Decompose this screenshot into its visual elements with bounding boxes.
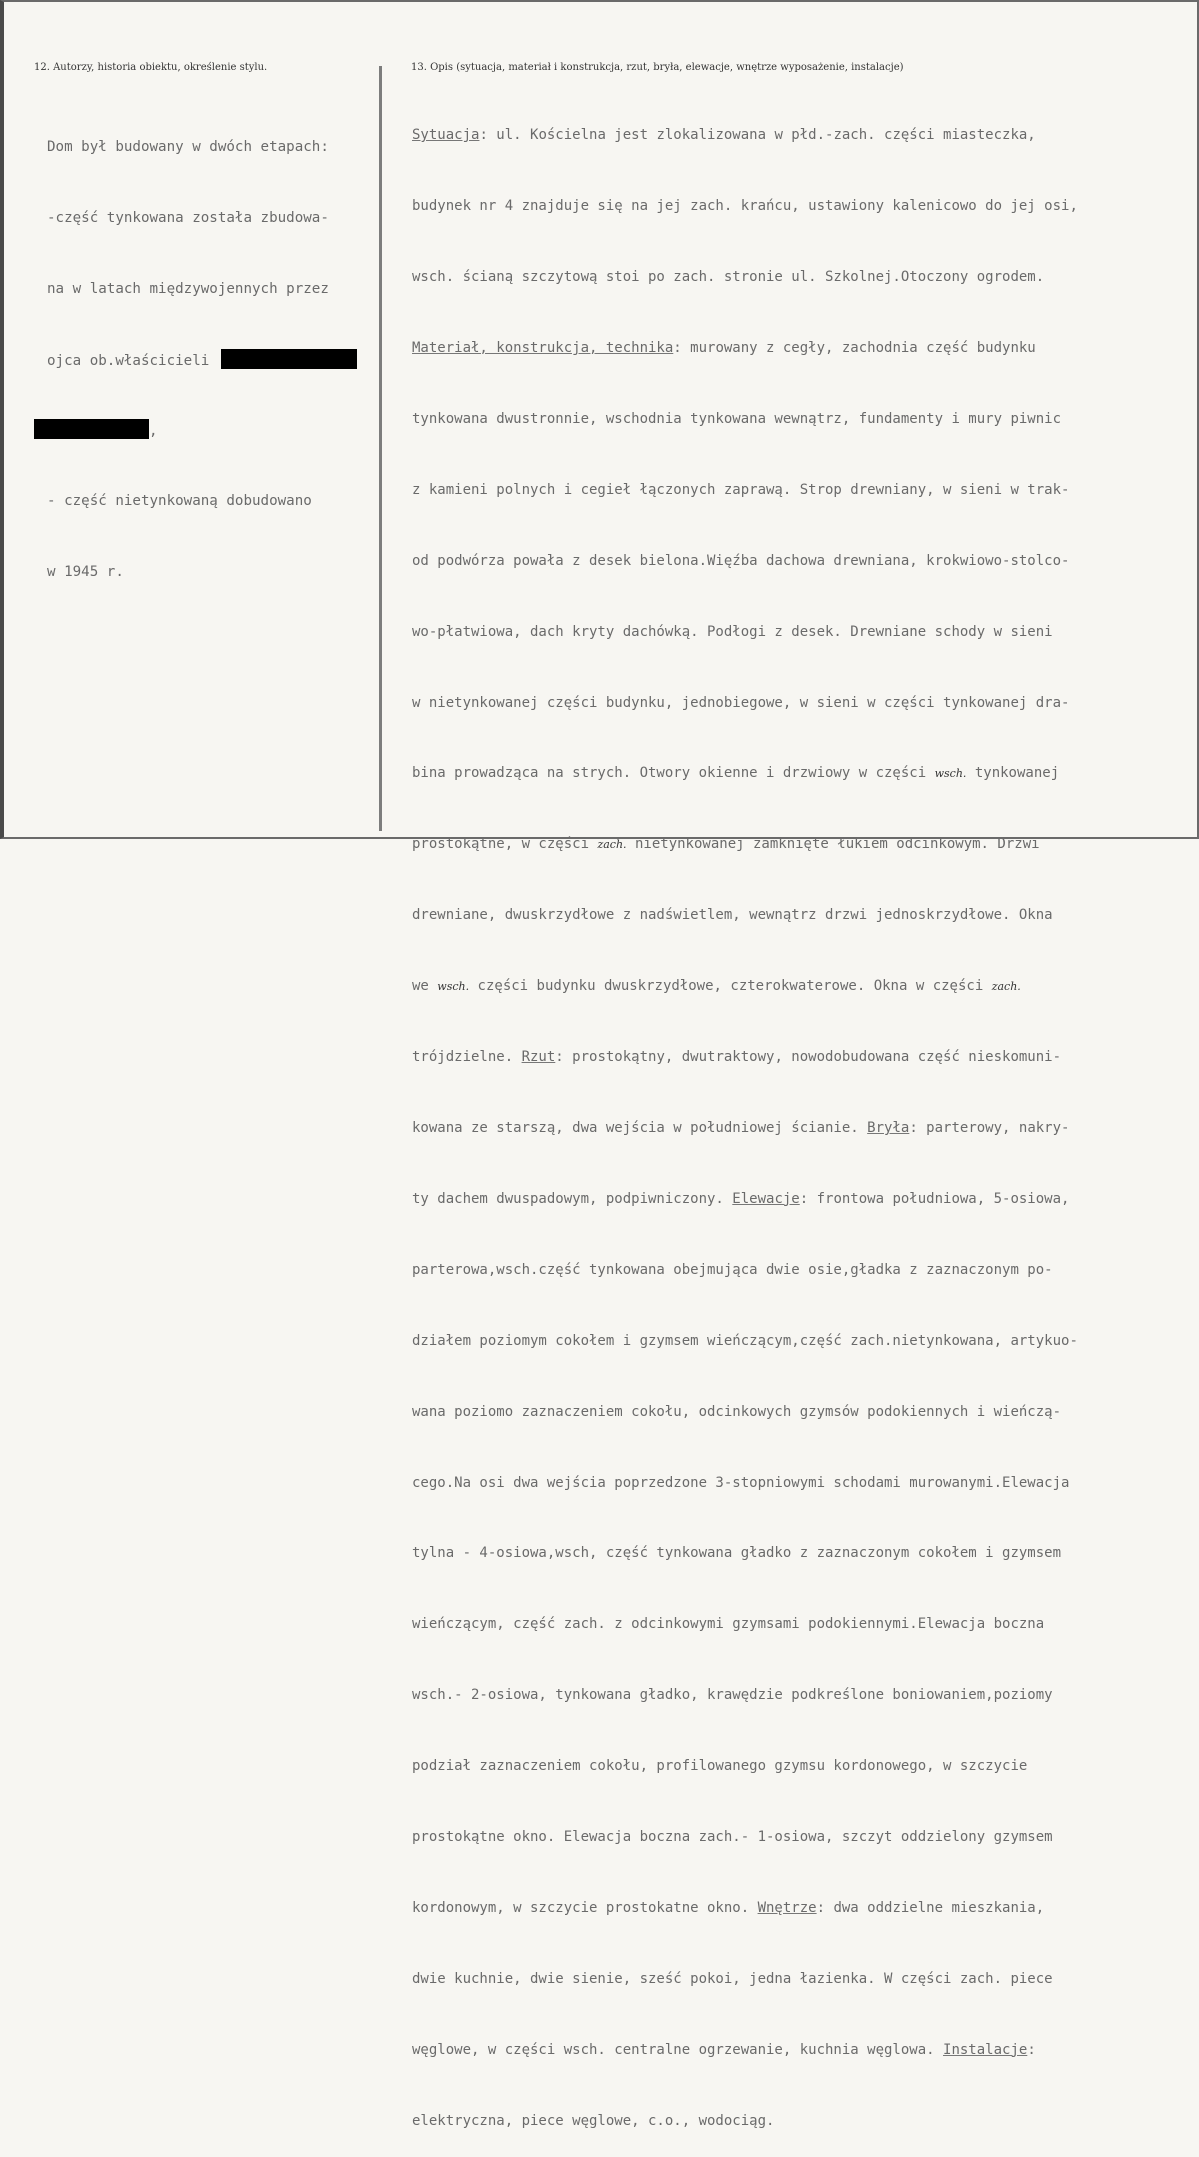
text-line-part: bina prowadząca na strych. Otwory okienne i drzwiowy w części — [412, 765, 935, 782]
label-material: Materiał, konstrukcja, technika — [412, 340, 674, 357]
text-line — [412, 2039, 1078, 2063]
text-line-part: : ul. Kościelna jest zlokalizowana w płd.-zach. części miasteczka, — [479, 127, 1036, 144]
text-line: tylna - 4-osiowa,wsch, część tynkowana gładko z zaznaczonym cokołem i gzymsem — [412, 1545, 1062, 1562]
text-line-part: tynkowanej — [966, 765, 1060, 782]
text-line — [412, 1188, 1078, 1212]
text-line: -część tynkowana została zbudowa- — [47, 209, 329, 226]
text-line: wana poziomo zaznaczeniem cokołu, odcinkowych gzymsów podokiennych i wieńczą- — [412, 1403, 1062, 1420]
text-line — [412, 1897, 1078, 1921]
handwritten-correction: wsch. — [934, 767, 967, 781]
text-line: wieńczącym, część zach. z odcinkowymi gzymsami podokiennymi.Elewacja boczna — [412, 1616, 1045, 1633]
text-line — [47, 419, 357, 443]
text-line — [412, 833, 1078, 857]
text-line: prostokątne okno. Elewacja boczna zach.- 1-osiowa, szczyt oddzielony gzymsem — [412, 1829, 1053, 1846]
text-line-part: nietynkowanej zamknięte łukiem odcinkowym. Drzwi — [626, 836, 1040, 853]
text-line: cego.Na osi dwa wejścia poprzedzone 3-stopniowymi schodami murowanymi.Elewacja — [412, 1474, 1070, 1491]
text-line-part: : prostokątny, dwutraktowy, nowodobudowana część nieskomuni- — [555, 1049, 1062, 1066]
text-line: na w latach międzywojennych przez — [47, 280, 329, 297]
text-line — [412, 762, 1078, 786]
text-line — [412, 337, 1078, 361]
handwritten-correction: zach. — [597, 838, 627, 852]
label-rzut: Rzut — [521, 1049, 556, 1066]
text-line: wo-płatwiowa, dach kryty dachówką. Podłogi z desek. Drewniane schody w sieni — [412, 623, 1053, 640]
label-wnetrze: Wnętrze — [757, 1899, 817, 1916]
text-line: parterowa,wsch.część tynkowana obejmująca dwie osie,gładka z zaznaczonym po- — [412, 1261, 1053, 1278]
text-line — [412, 1046, 1078, 1070]
handwritten-correction: wsch. — [437, 980, 470, 994]
text-line: działem poziomym cokołem i gzymsem wieńczącym,część zach.nietynkowana, artykuo- — [412, 1332, 1078, 1349]
text-line: od podwórza powała z desek bielona.Więźba dachowa drewniana, krokwiowo-stolco- — [412, 552, 1070, 569]
text-line: w nietynkowanej części budynku, jednobiegowe, w sieni w części tynkowanej dra- — [412, 694, 1070, 711]
text-line: Dom był budowany w dwóch etapach: — [47, 139, 329, 156]
text-line: drewniane, dwuskrzydłowe z nadświetlem, wewnątrz drzwi jednoskrzydłowe. Okna — [412, 907, 1053, 924]
text-line-part: kordonowym, w szczycie prostokatne okno. — [412, 1899, 758, 1916]
section-13-text — [412, 77, 1078, 2157]
text-line — [412, 124, 1078, 148]
redaction-bar — [34, 419, 149, 439]
text-line: dwie kuchnie, dwie sienie, sześć pokoi, jedna łazienka. W części zach. piece — [412, 1970, 1053, 1987]
section-13-header: 13. Opis (sytuacja, materiał i konstrukcja, rzut, bryła, elewacje, wnętrze wyposażenie, instalacje) — [411, 62, 904, 73]
text-line: podział zaznaczeniem cokołu, profilowanego gzymsu kordonowego, w szczycie — [412, 1758, 1028, 1775]
text-line — [47, 349, 357, 373]
text-line-part: : parterowy, nakry- — [909, 1120, 1070, 1136]
label-instalacje: Instalacje — [943, 2041, 1028, 2058]
text-line-part: , — [149, 423, 158, 440]
text-line-part: : murowany z cegły, zachodnia część budynku — [673, 340, 1036, 357]
label-bryla: Bryła — [867, 1120, 910, 1136]
text-line: wsch.- 2-osiowa, tynkowana gładko, krawędzie podkreślone boniowaniem,poziomy — [412, 1687, 1053, 1704]
label-elewacje: Elewacje — [732, 1190, 800, 1207]
text-line-part: : frontowa południowa, 5-osiowa, — [799, 1190, 1070, 1207]
text-line: elektryczna, piece węglowe, c.o., wodociąg. — [412, 2112, 775, 2129]
text-line — [412, 975, 1078, 999]
text-line: - część nietynkowaną dobudowano — [47, 493, 312, 510]
text-line-part: trójdzielne. — [412, 1049, 522, 1066]
text-line-part: ojca ob.właścicieli — [47, 352, 210, 369]
text-line-part: węglowe, w części wsch. centralne ogrzewanie, kuchnia węglowa. — [412, 2041, 944, 2058]
text-line-part: kowana ze starszą, dwa wejścia w południowej ścianie. — [412, 1120, 868, 1136]
text-line-part: : — [1027, 2041, 1036, 2058]
text-line-part: prostokątne, w części — [412, 836, 598, 853]
section-12-text — [47, 89, 357, 608]
handwritten-correction: zach. — [991, 980, 1021, 994]
section-12-header: 12. Autorzy, historia obiektu, określenie stylu. — [34, 62, 268, 73]
text-line — [412, 1117, 1078, 1141]
redaction-bar — [221, 349, 357, 369]
text-line: tynkowana dwustronnie, wschodnia tynkowana wewnątrz, fundamenty i mury piwnic — [412, 410, 1062, 427]
column-divider — [379, 66, 382, 831]
text-line-part: ty dachem dwuspadowym, podpiwniczony. — [412, 1190, 733, 1207]
text-line-part: we — [412, 978, 438, 995]
text-line-part: części budynku dwuskrzydłowe, czterokwaterowe. Okna w części — [469, 978, 992, 995]
text-line: budynek nr 4 znajduje się na jej zach. krańcu, ustawiony kalenicowo do jej osi, — [412, 198, 1078, 215]
text-line: w 1945 r. — [47, 563, 124, 580]
text-line: wsch. ścianą szczytową stoi po zach. stronie ul. Szkolnej.Otoczony ogrodem. — [412, 269, 1045, 286]
text-line-part: : dwa oddzielne mieszkania, — [816, 1899, 1045, 1916]
text-line: z kamieni polnych i cegieł łączonych zaprawą. Strop drewniany, w sieni w trak- — [412, 481, 1070, 498]
label-sytuacja: Sytuacja — [412, 127, 480, 144]
